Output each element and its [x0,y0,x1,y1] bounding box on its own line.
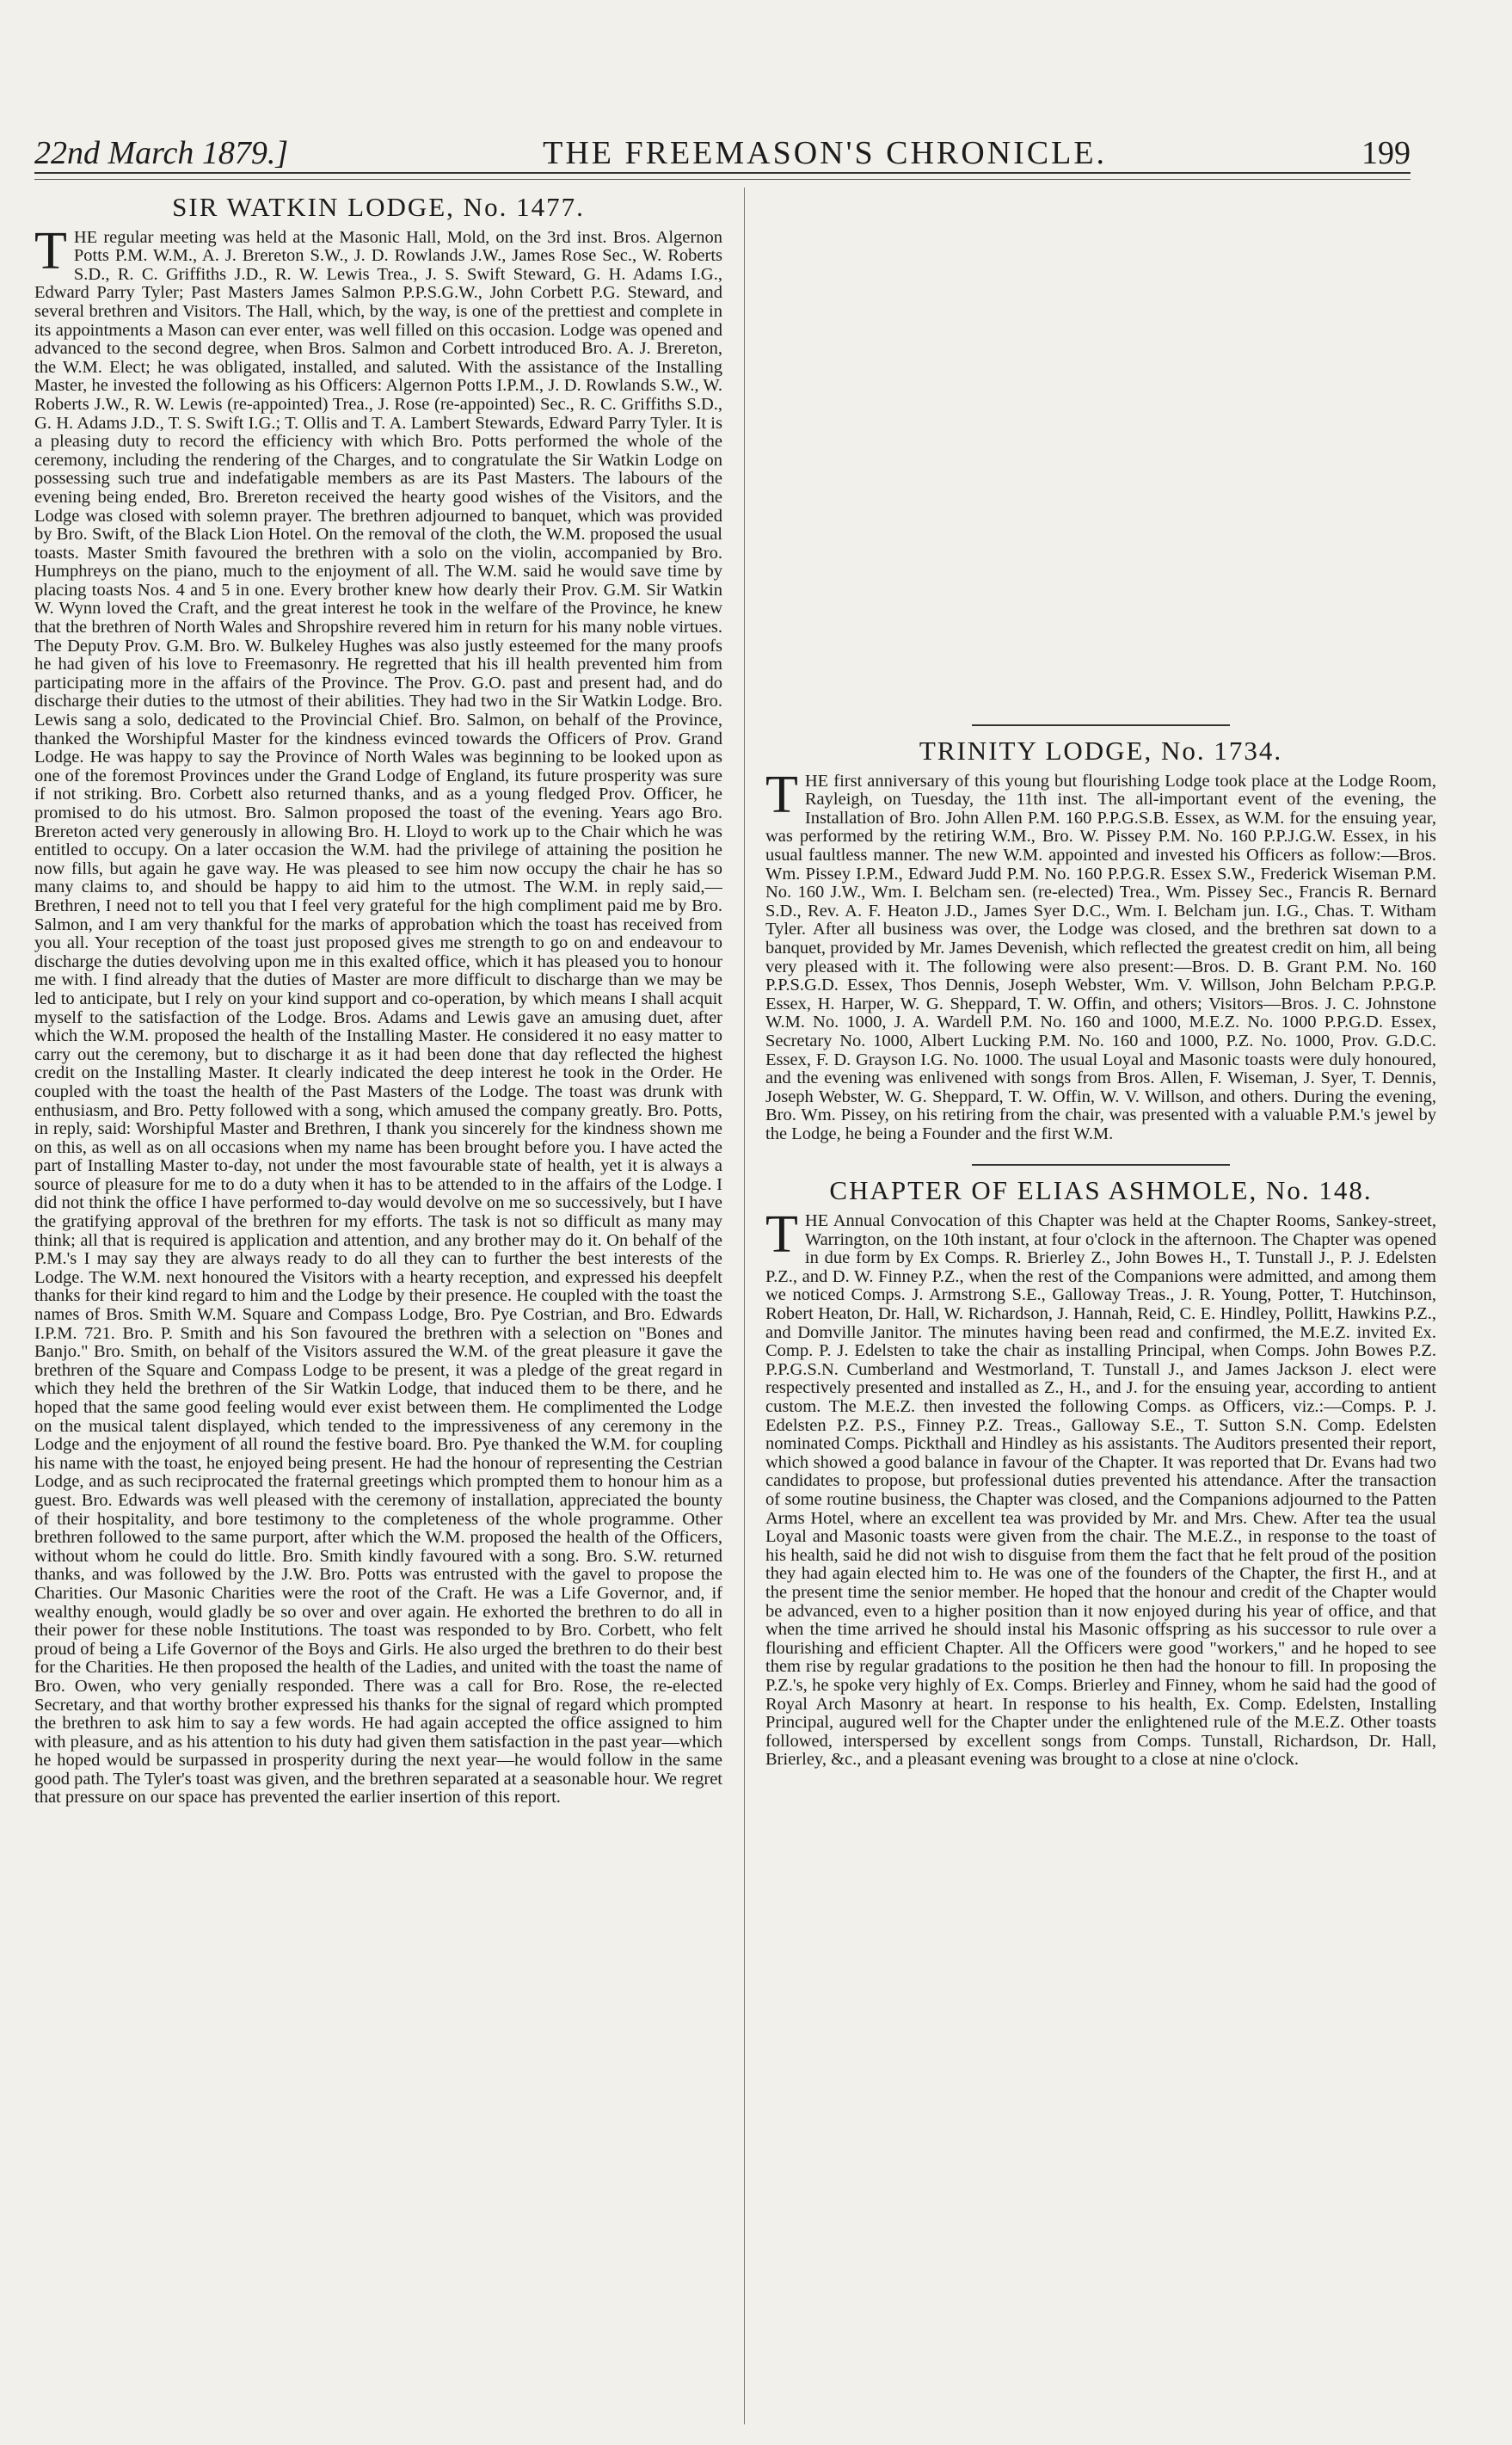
drop-cap: T [765,765,798,824]
issue-date: 22nd March 1879.] [34,135,289,171]
article-text-trinity: HE first anniversary of this young but flourishing Lodge took place at the Lodge Room, Rayleigh, on Tuesday, the 11th inst. The all-important event of the evening, the Installation of Bro. John Allen P.M. 160 P.P.G.S.B. Essex, as W.M. for the ensuing year, was performed by the retiring W.M., Bro. W. Pissey P.M. No. 160 P.P.J.G.W. Essex, in his usual faultless manner. The new W.M. appointed and invested his Officers as follow:—Bros. Wm. Pissey I.P.M., Edward Judd P.M. No. 160 P.P.G.R. Essex S.W., Frederick Wiseman P.M. No. 160 J.W., Wm. I. Belcham sen. (re-elected) Trea., Wm. Pissey Sec., Francis R. Bernard S.D., Rev. A. F. Heaton J.D., James Syer D.C., Wm. I. Belcham jun. I.G., Chas. T. Witham Tyler. After all business was over, the Lodge was closed, and the brethren sat down to a banquet, provided by Mr. James Devenish, which reflected the greatest credit on him, all being very pleased with it. The following were also present:—Bros. D. B. Grant P.M. No. 160 P.P.S.G.D. Essex, Thos Dennis, Joseph Webster, Wm. V. Willson, John Belcham P.P.G.P. Essex, H. Harper, W. G. Sheppard, T. W. Offin, and others; Visitors—Bros. J. C. Johnstone W.M. No. 1000, J. A. Wardell P.M. No. 160 and 1000, M.E.Z. No. 1000 P.P.G.D. Essex, Secretary No. 1000, Albert Lucking P.M. No. 160 and 1000, P.Z. No. 1000, Prov. G.D.C. Essex, F. D. Grayson I.G. No. 1000. The usual Loyal and Masonic toasts were duly honoured, and the evening was enlivened with songs from Bros. Allen, F. Wiseman, J. Syer, T. Dennis, Joseph Webster, W. G. Sheppard, T. W. Offin, W. V. Willson, and others. During the evening, Bro. Wm. Pissey, on his retiring from the chair, was presented with a valuable P.M.'s jewel by the Lodge, he being a Founder and the first W.M. [765,771,1436,1143]
article-body-elias-ashmole [765,1205,1436,1770]
article-body-sir-watkin [34,221,722,1808]
article-heading-sir-watkin: SIR WATKIN LODGE, No. 1477. [172,192,585,222]
masthead-rule [34,179,1411,180]
article-body-trinity [765,765,1436,1144]
continuation-space [765,188,1436,704]
article-heading-elias-ashmole: CHAPTER OF ELIAS ASHMOLE, No. 148. [829,1175,1373,1206]
right-column [765,188,1436,2424]
drop-cap: T [765,1205,798,1265]
masthead [34,112,1411,174]
publication-title: THE FREEMASON'S CHRONICLE. [543,135,1108,171]
article-text-sir-watkin: HE regular meeting was held at the Masonic Hall, Mold, on the 3rd inst. Bros. Algernon Potts P.M. W.M., A. J. Brereton S.W., J. D. Rowlands J.W., James Rose Sec., W. Roberts S.D., R. C. Griffiths J.D., R. W. Lewis Trea., J. S. Swift Steward, G. H. Adams I.G., Edward Parry Tyler; Past Masters James Salmon P.P.S.G.W., John Corbett P.G. Steward, and several brethren and Visitors. The Hall, which, by the way, is one of the prettiest and complete in its appointments a Mason can ever enter, was well filled on this occasion. Lodge was opened and advanced to the second degree, when Bros. Salmon and Corbett introduced Bro. A. J. Brereton, the W.M. Elect; he was obligated, installed, and saluted. With the assistance of the Installing Master, he invested the following as his Officers: Algernon Potts I.P.M., J. D. Rowlands S.W., W. Roberts J.W., R. W. Lewis (re-appointed) Trea., J. Rose (re-appointed) Sec., R. C. Griffiths S.D., G. H. Adams J.D., T. S. Swift I.G.; T. Ollis and T. A. Lambert Stewards, Edward Parry Tyler. It is a pleasing duty to record the efficiency with which Bro. Potts performed the whole of the ceremony, including the rendering of the Charges, and to congratulate the Sir Watkin Lodge on possessing such true and indefatigable members as are its Past Masters. The labours of the evening being ended, Bro. Brereton received the hearty good wishes of the Visitors, and the Lodge was closed with solemn prayer. The brethren adjourned to banquet, which was provided by Bro. Swift, of the Black Lion Hotel. On the removal of the cloth, the W.M. proposed the usual toasts. Master Smith favoured the brethren with a solo on the violin, accompanied by Bro. Humphreys on the piano, much to the enjoyment of all. The W.M. said he would save time by placing toasts Nos. 4 and 5 in one. Every brother knew how dearly their Prov. G.M. Sir Watkin W. Wynn loved the Craft, and the great interest he took in the welfare of the Province, he knew that the brethren of North Wales and Shropshire revered him in return for his many noble virtues. The Deputy Prov. G.M. Bro. W. Bulkeley Hughes was also justly esteemed for the many proofs he had given of his love to Freemasonry. He regretted that his ill health prevented him from participating more in the affairs of the Province. The Prov. G.O. past and present had, and do discharge their duties to the utmost of their abilities. They had two in the Sir Watkin Lodge. Bro. Lewis sang a solo, dedicated to the Provincial Chief. Bro. Salmon, on behalf of the Province, thanked the Worshipful Master for the kindness evinced towards the Officers of Prov. Grand Lodge. He was happy to say the Province of North Wales was beginning to be looked upon as one of the foremost Provinces under the Grand Lodge of England, its future prosperity was sure if not striking. Bro. Corbett also returned thanks, and as a young fledged Prov. Officer, he promised to do his utmost. Bro. Salmon proposed the toast of the evening. Years ago Bro. Brereton acted very generously in allowing Bro. H. Lloyd to work up to the Chair which he was entitled to occupy. On a later occasion the W.M. had the privilege of attaining the position he now fills, but again he gave way. He was pleased to see him now occupy the chair he has so many claims to, and should be happy to aid him to the utmost. The W.M. in reply said,—Brethren, I need not to tell you that I feel very grateful for the high compliment paid me by Bro. Salmon, and I am very thankful for the marks of approbation which the toast has received from you all. Your reception of the toast just proposed gives me strength to go on and endeavour to discharge the duties devolving upon me in this exalted office, which it has pleased you to honour me with. I find already that the duties of Master are more difficult to discharge than we may be led to anticipate, but I rely on your kind support and co-operation, by which means I shall acquit myself to the satisfaction of the Lodge. Bros. Adams and Lewis gave an amusing duet, after which the W.M. proposed the health of the Installing Master. He considered it no easy matter to carry out the ceremony, but to discharge it as it had been done that day reflected the highest credit on the Installing Master. It clearly indicated the deep interest he took in the Order. He coupled with the toast the health of the Past Masters of the Lodge. The toast was drunk with enthusiasm, and Bro. Petty followed with a song, which amused the company greatly. Bro. Potts, in reply, said: Worshipful Master and Brethren, I thank you sincerely for the kindness shown me on this, as well as on all occasions when my name has been brought before you. I have acted the part of Installing Master to-day, not under the most favourable state of health, yet it is always a source of pleasure for me to do a duty when it has to be attended to in the affairs of the Lodge. I did not think the office I have performed to-day would devolve on me so successively, but I have the gratifying approval of the brethren for my efforts. The task is not so difficult as many may think; all that is required is application and attention, and any brother may do it. On behalf of the P.M.'s I may say they are always ready to do all they can to further the best interests of the Lodge. The W.M. next honoured the Visitors with a hearty reception, and expressed his deepfelt thanks for their kind regard to him and the Lodge by their presence. He coupled with the toast the names of Bros. Smith W.M. Square and Compass Lodge, Bro. Pye Costrian, and Bro. Edwards I.P.M. 721. Bro. P. Smith and his Son favoured the brethren with a selection on "Bones and Banjo." Bro. Smith, on behalf of the Visitors assured the W.M. of the great pleasure it gave the brethren of the Square and Compass Lodge to be present, it was a pledge of the great regard in which they held the brethren of the Sir Watkin Lodge, that induced them to be there, and he hoped that the same good feeling would ever exist between them. He complimented the Lodge on the musical talent displayed, which tended to the impressiveness of any ceremony in the Lodge and the enjoyment of all round the festive board. Bro. Pye thanked the W.M. for coupling his name with the toast, he enjoyed being present. He had the honour of representing the Cestrian Lodge, and as such reciprocated the fraternal greetings which prompted them to honour him as a guest. Bro. Edwards was well pleased with the ceremony of installation, appreciated the bounty of their hospitality, and bore testimony to the completeness of the whole programme. Other brethren followed to the same purport, after which the W.M. proposed the health of the Officers, without whom he could do little. Bro. Smith kindly favoured with a song. Bro. S.W. returned thanks, and was followed by the J.W. Bro. Potts was entrusted with the gavel to propose the Charities. Our Masonic Charities were the root of the Craft. He was a Life Governor, and, if wealthy enough, would gladly be so over and over again. He exhorted the brethren to do all in their power for these noble Institutions. The toast was responded to by Bro. Corbett, who felt proud of being a Life Governor of the Boys and Girls. He also urged the brethren to do their best for the Charities. He then proposed the health of the Ladies, and united with the toast the name of Bro. Owen, who very genially responded. There was a call for Bro. Rose, the re-elected Secretary, and that worthy brother expressed his thanks for the signal of regard which prompted the brethren to ask him to say a few words. He had again accepted the office assigned to him with pleasure, and as his attention to his duty had given them satisfaction in the past year—which he hoped would be surpassed in prosperity during the next year—he would follow in the same good path. The Tyler's toast was given, and the brethren separated at a seasonable hour. We regret that pressure on our space has prevented the earlier insertion of this report. [34,227,722,1808]
left-column [34,188,722,2424]
page-number: 199 [1361,135,1411,171]
drop-cap: T [34,221,67,280]
section-rule [972,724,1230,726]
article-text-elias-ashmole: HE Annual Convocation of this Chapter was held at the Chapter Rooms, Sankey-street, Warrington, on the 10th instant, at four o'clock in the afternoon. The Chapter was opened in due form by Ex Comps. R. Brierley Z., John Bowes H., T. Tunstall J., P. J. Edelsten P.Z., and D. W. Finney P.Z., when the rest of the Companions were admitted, and among them we noticed Comps. J. Armstrong S.E., Galloway Treas., J. R. Young, Potter, T. Hutchinson, Robert Heaton, Dr. Hall, W. Richardson, J. Hannah, Reid, C. E. Hindley, Pollitt, Hawkins P.Z., and Domville Janitor. The minutes having been read and confirmed, the M.E.Z. invited Ex. Comp. P. J. Edelsten to take the chair as installing Principal, when Comps. John Bowes P.Z. P.P.G.S.N. Cumberland and Westmorland, T. Tunstall J., and James Jackson J. elect were respectively presented and installed as Z., H., and J. for the ensuing year, according to antient custom. The M.E.Z. then invested the following Comps. as Officers, viz.:—Comps. P. J. Edelsten P.Z. P.S., Finney P.Z. Treas., Galloway S.E., T. Sutton S.N. Comp. Edelsten nominated Comps. Pickthall and Hindley as his assistants. The Auditors presented their report, which showed a good balance in favour of the Chapter. It was reported that Dr. Evans had two candidates to propose, but professional duties prevented his attendance. After the transaction of some routine business, the Chapter was closed, and the Companions adjourned to the Patten Arms Hotel, where an excellent tea was provided by Mr. and Mrs. Chew. After tea the usual Loyal and Masonic toasts were given from the chair. The M.E.Z., in response to the toast of his health, said he did not wish to disguise from them the fact that he felt proud of the position they had again elected him to. He was one of the founders of the Chapter, the first H., and at the present time the senior member. He hoped that the honour and credit of the Chapter would be advanced, even to a higher position than it now enjoyed during his year of office, and that when the time arrived he should instal his Masonic offspring as his successor to rule over a flourishing and efficient Chapter. All the Officers were good "workers," and he hoped to see them rise by regular gradations to the position he then had the honour to fill. In proposing the P.Z.'s, he spoke very highly of Ex. Comps. Brierley and Finney, whom he said had the good of Royal Arch Masonry at heart. In response to his health, Ex. Comp. Edelsten, Installing Principal, augured well for the Chapter under the enlightened rule of the M.E.Z. Other toasts followed, interspersed by excellent songs from Comps. Tunstall, Richardson, Dr. Hall, Brierley, &c., and a pleasant evening was brought to a close at nine o'clock. [765,1211,1436,1770]
section-rule [972,1164,1230,1166]
article-heading-trinity: TRINITY LODGE, No. 1734. [919,736,1283,766]
column-rule [744,188,745,2424]
